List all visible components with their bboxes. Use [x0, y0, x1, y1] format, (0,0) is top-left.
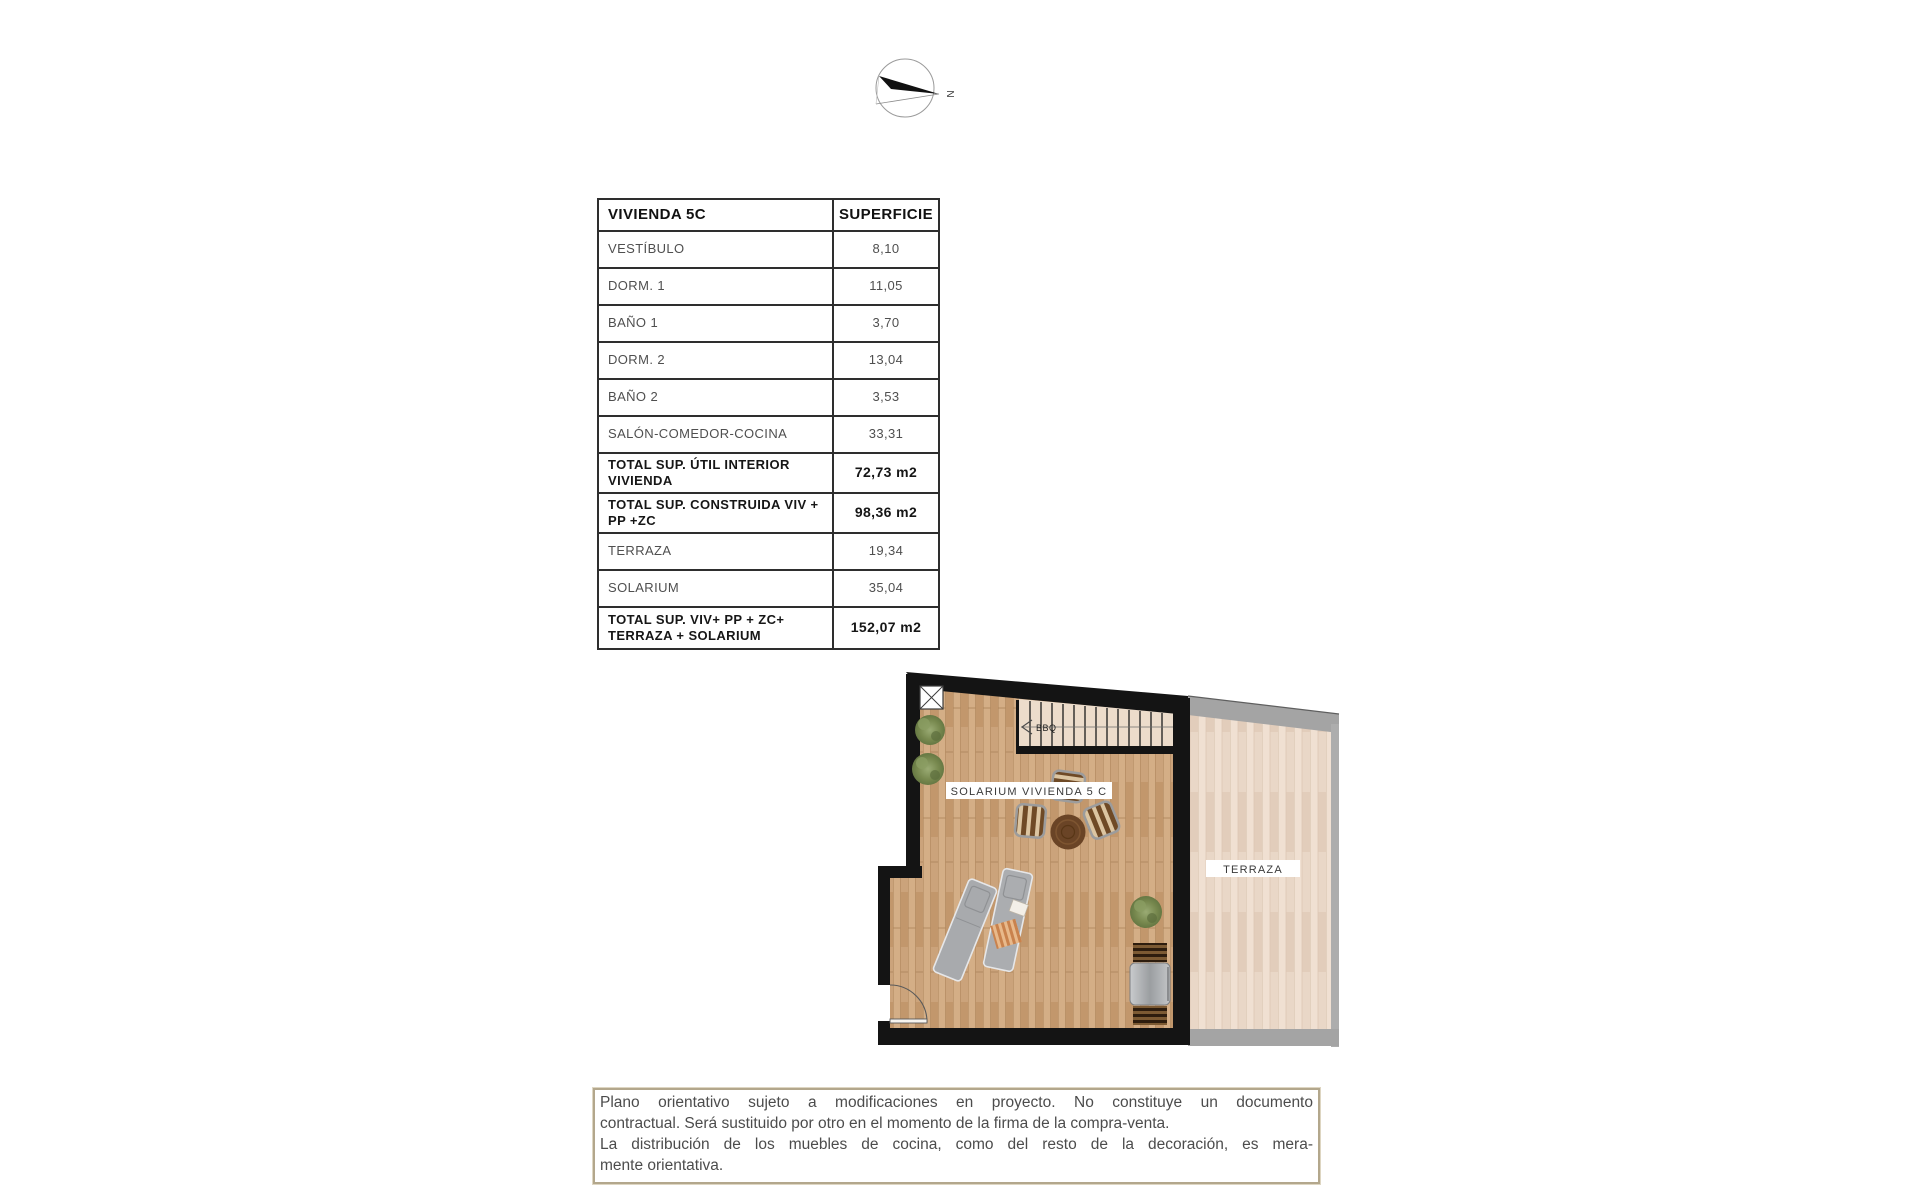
room-label: BAÑO 2 [598, 379, 833, 416]
room-value: 19,34 [833, 533, 939, 570]
table-row [598, 379, 939, 416]
solarium-label-text: SOLARIUM VIVIENDA 5 C [950, 786, 1108, 798]
area-table [597, 198, 940, 650]
room-value: 3,53 [833, 379, 939, 416]
plant [912, 753, 944, 785]
north-compass [866, 50, 962, 128]
table-total-row [598, 453, 939, 493]
wall-stair-left [1016, 700, 1019, 754]
chair [1015, 804, 1047, 838]
total-label: TOTAL SUP. VIV+ PP + ZC+ TERRAZA + SOLARIUM [598, 607, 833, 649]
total-value: 98,36 m2 [833, 493, 939, 533]
table-row [598, 533, 939, 570]
total-value: 152,07 m2 [833, 607, 939, 649]
room-label: BAÑO 1 [598, 305, 833, 342]
room-value: 33,31 [833, 416, 939, 453]
room-value: 13,04 [833, 342, 939, 379]
terrace-label-text: TERRAZA [1223, 864, 1283, 876]
surface-header: SUPERFICIE [833, 199, 939, 231]
round-table [1051, 815, 1086, 850]
room-value: 8,10 [833, 231, 939, 268]
disclaimer-line: La distribución de los muebles de cocina, como del resto de la decoración, es mera- [600, 1136, 1313, 1153]
room-value: 3,70 [833, 305, 939, 342]
bbq-bench [1133, 943, 1167, 962]
wall-stair-bottom [1016, 746, 1190, 754]
table-total-row [598, 607, 939, 649]
total-value: 72,73 m2 [833, 453, 939, 493]
table-row [598, 342, 939, 379]
table-row [598, 305, 939, 342]
bbq-grill [1130, 963, 1170, 1005]
table-total-row [598, 493, 939, 533]
room-label: TERRAZA [598, 533, 833, 570]
table-row [598, 570, 939, 607]
table-title: VIVIENDA 5C [598, 199, 833, 231]
plant [915, 715, 945, 745]
compass-north-label: N [944, 90, 955, 98]
disclaimer-line: mente orientativa. [600, 1157, 724, 1174]
disclaimer-line: contractual. Será sustituido por otro en el momento de la firma de la compra-venta. [600, 1115, 1170, 1132]
room-value: 35,04 [833, 570, 939, 607]
total-label: TOTAL SUP. CONSTRUIDA VIV + PP +ZC [598, 493, 833, 533]
floor-plan [878, 672, 1345, 1047]
room-label: SALÓN-COMEDOR-COCINA [598, 416, 833, 453]
table-row [598, 231, 939, 268]
room-label: DORM. 2 [598, 342, 833, 379]
bbq-label-text: BBQ [1036, 723, 1057, 733]
room-label: SOLARIUM [598, 570, 833, 607]
room-label: DORM. 1 [598, 268, 833, 305]
shaft-box [920, 686, 943, 709]
table-header-row [598, 199, 939, 231]
terrace-right-ledge [1331, 724, 1339, 1047]
bbq-bench [1133, 1006, 1167, 1025]
disclaimer-line: Plano orientativo sujeto a modificaciones en proyecto. No constituye un documento [600, 1094, 1313, 1111]
room-label: VESTÍBULO [598, 231, 833, 268]
table-row [598, 416, 939, 453]
room-value: 11,05 [833, 268, 939, 305]
plant [1130, 896, 1162, 928]
disclaimer-note [593, 1088, 1320, 1184]
wall-left-lower [878, 866, 890, 985]
total-label: TOTAL SUP. ÚTIL INTERIOR VIVIENDA [598, 453, 833, 493]
terrace-bottom-ledge [1188, 1029, 1339, 1046]
terrace-label [1206, 860, 1300, 877]
bbq-set [1130, 943, 1170, 1025]
wall-bottom [878, 1028, 1190, 1045]
door-leaf [890, 1019, 927, 1023]
solarium-label [946, 782, 1112, 799]
table-row [598, 268, 939, 305]
